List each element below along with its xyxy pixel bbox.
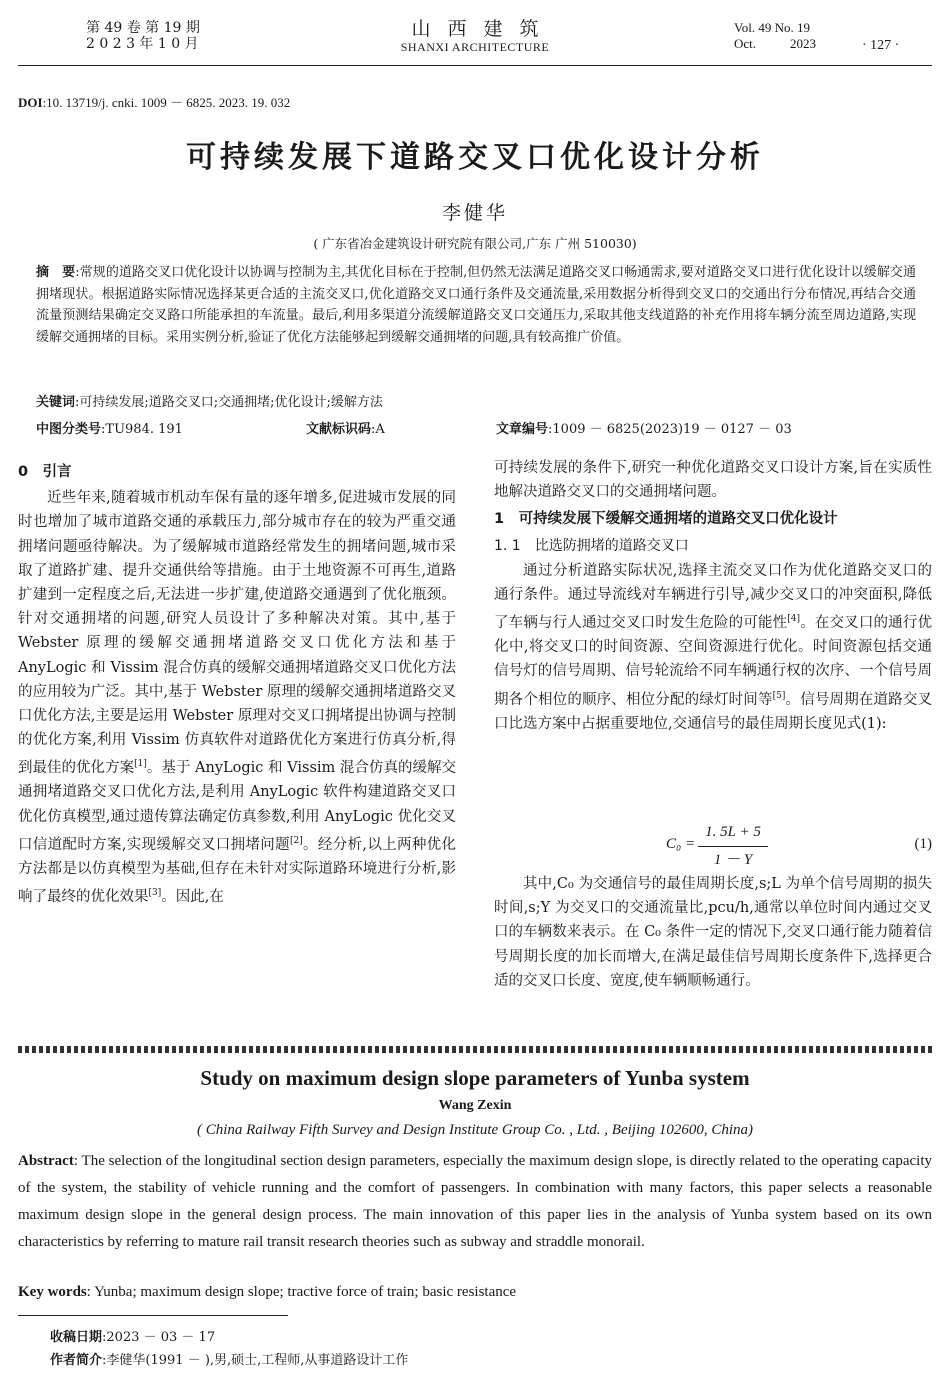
doi [18,92,290,111]
paper-title: 可持续发展下道路交叉口优化设计分析 [186,140,764,175]
journal-name-en: SHANXI ARCHITECTURE [400,40,550,54]
article-number [496,418,792,437]
keywords-text: :可持续发展;道路交叉口;交通拥堵;优化设计;缓解方法 [75,395,383,410]
equation-numerator: 1. 5L + 5 [705,824,761,840]
doc-code-label: 文献标识码 [306,422,372,437]
author-name: 李健华 [441,202,508,224]
keywords-cn [36,391,383,410]
english-abstract [18,1148,932,1256]
intro-paragraph: 近些年来,随着城市机动车保有量的逐年增多,促进城市发展的同时也增加了城市道路交通的承载压力,部分城市存在的较为严重交通拥堵问题亟待解决。为了缓解城市道路经常发生的拥堵问题,城市采取了道路扩建、提升交通供给等措施。由于土地资源不可再生,道路扩建到一定程度之后,无法进一步扩建,使道路交通遇到了优化瓶颈。针对交通拥堵的问题,研究人员设计了多种解决对策。其中,基于 Webster 原理的缓解交通拥堵道路交叉口优化方法和基于 AnyLogic 和 Vissim 混合仿真的缓解交通拥堵道路交叉口优化方法的应用较为广泛。其中,基于 Webster 原理的缓解交通拥堵道路交叉口优化方法,主要是运用 Webster 原理对交叉口拥堵提出协调与控制的优化方案,利用 Vissim 仿真软件对道路优化方案进行仿真分析,得到最佳的优化方案[1]。基于 AnyLogic 和 Vissim 混合仿真的缓解交通拥堵道路交叉口优化方法,是利用 AnyLogic 软件构建道路交叉口优化仿真模型,通过遗传算法确定仿真参数,利用 AnyLogic 优化交叉口信道配时方案,实现缓解交叉口拥堵问题[2]。经分析,以上两种优化方法都是以仿真模型为基础,但存在未针对实际道路环境进行分析,影响了最终的优化效果[3]。因此,在 [18,490,457,905]
doi-value: :10. 13719/j. cnki. 1009 － 6825. 2023. 19. 032 [42,95,291,110]
issue-info-en [734,20,816,52]
citation-3[interactable]: [3] [148,888,162,899]
english-abstract-text: : The selection of the longitudinal section design parameters, especially the maximum design slope, is directly related to the operating capacity of the system, the stability of vehicle running and the comfort of passengers. In combination with many factors, this paper selects a reasonable maximum design slope in the general design process. The main innovation of this paper lies in the analysis of Yunba system based on its own characteristics by referring to mature rail transit research theories such as subway and straddle monorail. [18,1153,932,1250]
journal-name [380,18,570,54]
english-keywords-text: : Yunba; maximum design slope; tractive force of train; basic resistance [86,1284,517,1300]
english-keywords-label: Key words [18,1284,87,1300]
author-bio [50,1349,408,1368]
abstract-text: :常规的道路交叉口优化设计以协调与控制为主,其优化目标在于控制,但仍然无法满足道路交叉口畅通需求,要对道路交叉口进行优化设计以缓解交通拥堵现状。根据道路实际情况选择某更合适的主流交叉口,优化道路交叉口通行条件及交通流量,采用数据分析得到交叉口的交通出行分布情况,再结合交通流量预测结果确定交叉路口所能承担的车流量。最后,利用多渠道分流缓解道路交叉口交通压力,采取其他支线道路的补充作用将车辆分流至周边道路,实现缓解交通拥堵的目标。采用实例分析,验证了优化方法能够起到缓解交通拥堵的问题,具有较高推广价值。 [36,265,916,345]
received-date [50,1326,215,1345]
doi-label: DOI [18,95,43,110]
citation-4[interactable]: [4] [787,614,801,625]
received-value: :2023 － 03 － 17 [102,1330,216,1345]
abstract-cn [36,262,916,348]
bio-label: 作者简介 [50,1353,103,1368]
english-keywords [18,1284,516,1301]
citation-2[interactable]: [2] [289,835,303,846]
section-heading-1: 1 可持续发展下缓解交通拥堵的道路交叉口优化设计 [494,511,838,528]
received-label: 收稿日期 [50,1330,103,1345]
section-heading-intro: 0 引言 [18,464,72,480]
journal-name-cn: 山西建筑 [411,18,556,40]
keywords-label: 关键词 [36,395,76,410]
issue-info [86,20,200,52]
classification-number [36,418,183,437]
classification-label: 中图分类号 [36,422,102,437]
right-column-cont [494,872,932,993]
volume-en: Vol. 49 No. 19 [734,20,810,35]
section-1-1-paragraph: 通过分析道路实际状况,选择主流交叉口作为优化道路交叉口的通行条件。通过导流线对车辆进行引导,减少交叉口的冲突面积,降低了车辆与行人通过交叉口时发生危险的可能性[4]。在交叉口的通行优化中,将交叉口的时间资源、空间资源进行优化。时间资源包括交通信号灯的信号周期、信号轮流给不同车辆通行权的次序、一个信号周期各个相位的顺序、相位分配的绿灯时间等[5]。信号周期在道路交叉口比选方案中占据重要地位,交通信号的最佳周期长度见式(1): [494,562,933,732]
page-number: · 127 · [862,38,900,53]
english-author: Wang Zexin [438,1098,512,1113]
continued-paragraph: 可持续发展的条件下,研究一种优化道路交叉口设计方案,旨在实质性地解决道路交叉口的交通拥堵问题。 [494,460,932,501]
doc-code-value: :A [371,422,385,437]
year-en: 2023 [790,36,816,51]
formula-explanation: 其中,C₀ 为交通信号的最佳周期长度,s;L 为单个信号周期的损失时间,s;Y 为交叉口的交通流量比,pcu/h,通常以单位时间内通过交叉口的车辆数来表示。在 C₀ 条件一定的情况下,交叉口通行能力随着信号周期长度的加长而增大,在满足最佳信号周期长度条件下,选择更合适的交叉口长度、宽度,使车辆顺畅通行。 [494,876,932,989]
issue-date: 2 0 2 3 年 1 0 月 [86,36,199,52]
subsection-heading-1-1: 1. 1 比选防拥堵的道路交叉口 [494,537,689,554]
fraction-bar [698,846,768,847]
equation-1 [660,822,932,870]
english-title: Study on maximum design slope parameters of Yunba system [200,1066,750,1090]
month-en: Oct. [734,36,757,51]
document-code [306,418,385,437]
english-affiliation: ( China Railway Fifth Survey and Design Institute Group Co. , Ltd. , Beijing 102600, China) [196,1122,754,1138]
footnote-rule [18,1315,288,1316]
equation-denominator: 1 － Y [713,852,753,868]
equation-number: (1) [914,836,932,852]
header-rule [18,65,932,66]
article-no-value: :1009 － 6825(2023)19 － 0127 － 03 [548,422,792,437]
article-no-label: 文章编号 [496,422,549,437]
left-column [18,460,456,909]
citation-5[interactable]: [5] [772,690,786,701]
citation-1[interactable]: [1] [134,759,147,770]
abstract-label: 摘 要 [36,265,76,280]
volume-issue: 第 49 卷 第 19 期 [86,20,200,36]
right-column [494,456,932,736]
english-abstract-label: Abstract [18,1153,74,1169]
classification-value: :TU984. 191 [101,422,183,437]
equation-lhs: C₀ = [666,836,696,852]
author-affiliation: ( 广东省冶金建筑设计研究院有限公司,广东 广州 510030) [313,236,637,251]
section-divider-lower [18,1052,932,1053]
bio-value: :李健华(1991 － ),男,硕士,工程师,从事道路设计工作 [102,1353,409,1368]
